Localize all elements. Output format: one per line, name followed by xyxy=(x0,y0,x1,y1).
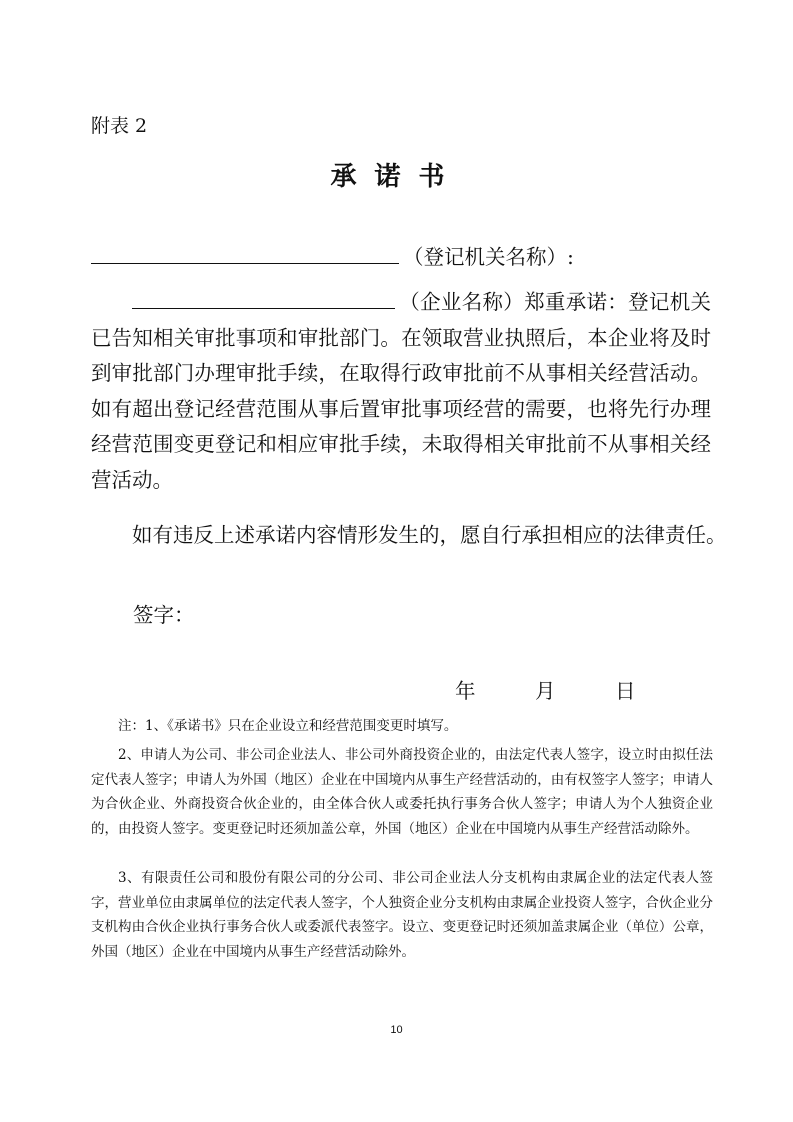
page-number: 10 xyxy=(390,1024,403,1036)
signature-label: 签字： xyxy=(133,603,195,627)
annex-label: 附表 2 xyxy=(91,115,148,137)
registration-authority-line xyxy=(91,240,711,274)
liability-paragraph: 如有违反上述承诺内容情形发生的，愿自行承担相应的法律责任。 xyxy=(132,523,727,547)
date-month-label: 月 xyxy=(535,679,556,703)
commitment-text: （企业名称）郑重承诺：登记机关已告知相关审批事项和审批部门。在领取营业执照后，本企业将及时到审批部门办理审批手续，在取得行政审批前不从事相关经营活动。如有超出登记经营范围从事后置审批事项经营的需要，也将先行办理经营范围变更登记和相应审批手续，未取得相关审批前不从事相关经营活动。 xyxy=(91,290,711,492)
commitment-paragraph xyxy=(91,285,711,498)
note-1: 注：1、《承诺书》只在企业设立和经营范围变更时填写。 xyxy=(118,718,458,734)
note-3: 3、有限责任公司和股份有限公司的分公司、非公司企业法人分支机构由隶属企业的法定代表人签字，营业单位由隶属单位的法定代表人签字，个人独资企业分支机构由隶属企业投资人签字，合伙企业分支机构由合伙企业执行事务合伙人或委派代表签字。设立、变更登记时还须加盖隶属企业（单位）公章，外国（地区）企业在中国境内从事生产经营活动除外。 xyxy=(91,870,713,960)
company-name-blank xyxy=(132,286,395,309)
date-day-label: 日 xyxy=(615,679,636,703)
registration-authority-blank xyxy=(91,241,399,264)
date-year-label: 年 xyxy=(455,679,476,703)
document-title: 承诺书 xyxy=(330,162,463,192)
note-2: 2、申请人为公司、非公司企业法人、非公司外商投资企业的，由法定代表人签字，设立时由拟任法定代表人签字；申请人为外国（地区）企业在中国境内从事生产经营活动的，由有权签字人签字；申请人为合伙企业、外商投资合伙企业的，由全体合伙人或委托执行事务合伙人签字；申请人为个人独资企业的，由投资人签字。变更登记时还须加盖公章，外国（地区）企业在中国境内从事生产经营活动除外。 xyxy=(91,747,713,837)
registration-authority-label: （登记机关名称）: xyxy=(403,245,574,269)
